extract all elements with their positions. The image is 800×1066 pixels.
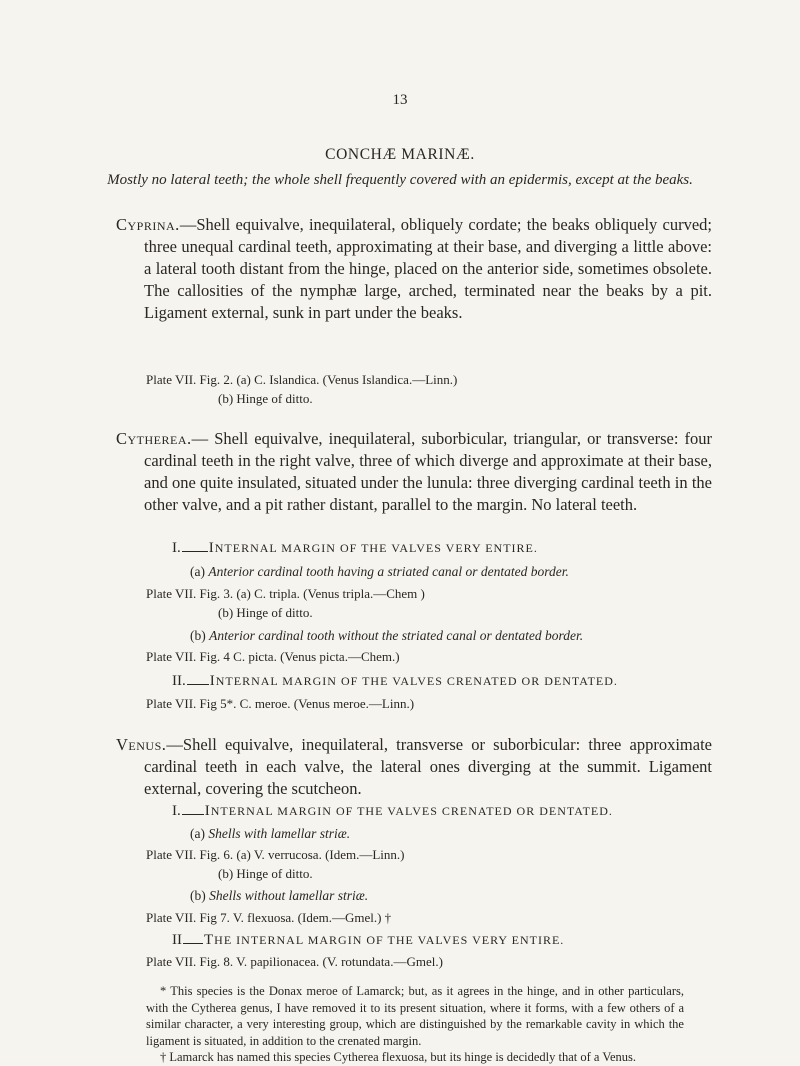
cytherea-section-2 bbox=[172, 673, 618, 690]
cytherea-plate-b bbox=[146, 647, 400, 666]
plate-subline: (b) Hinge of ditto. bbox=[218, 605, 313, 620]
section-title: NTERNAL MARGIN OF THE VALVES VERY ENTIRE. bbox=[214, 541, 538, 555]
cytherea-plate-a bbox=[146, 584, 425, 622]
venus-description bbox=[116, 734, 712, 800]
section-title: NTERNAL MARGIN OF THE VALVES CRENATED OR DENTATED. bbox=[215, 674, 618, 688]
venus-plate-a bbox=[146, 845, 405, 883]
plate-line: Plate VII. Fig. 8. V. papilionacea. (V. rotundata.—Gmel.) bbox=[146, 954, 443, 969]
genus-name-cytherea: Cytherea. bbox=[116, 429, 192, 448]
section-number: I. bbox=[172, 540, 181, 556]
section-initial: I bbox=[208, 540, 215, 556]
plate-line: Plate VII. Fig. 2. (a) C. Islandica. (Venus Islandica.—Linn.) bbox=[146, 372, 458, 387]
plate-line: Plate VII. Fig 7. V. flexuosa. (Idem.—Gmel.) † bbox=[146, 910, 392, 925]
venus-section-2 bbox=[172, 932, 564, 949]
sub-text: Shells without lamellar striæ. bbox=[209, 888, 369, 903]
sub-label: (b) bbox=[190, 628, 206, 643]
dash-rule bbox=[182, 814, 204, 815]
venus-plate-c bbox=[146, 952, 443, 971]
section-number: I. bbox=[172, 803, 181, 819]
section-number: II bbox=[172, 932, 182, 948]
venus-subsection-a bbox=[190, 826, 350, 842]
plate-line: Plate VII. Fig. 6. (a) V. verrucosa. (Idem.—Linn.) bbox=[146, 847, 405, 862]
section-initial: I bbox=[209, 673, 216, 689]
dash-rule bbox=[187, 684, 209, 685]
section-title: HE INTERNAL MARGIN OF THE VALVES VERY ENTIRE. bbox=[214, 933, 565, 947]
page-number: 13 bbox=[392, 92, 408, 108]
section-initial: T bbox=[204, 932, 215, 948]
cyprina-text: —Shell equivalve, inequilateral, obliquely cordate; the beaks obliquely curved; three unequal cardinal teeth, approximating at their base, and diverging a little above: a lateral tooth distant from the hinge, placed on the anterior side, sometimes obsolete. The callosities of the nymphæ large, arched, terminated near the beaks by a pit. Ligament external, sunk in part under the beaks. bbox=[144, 215, 712, 322]
genus-name-venus: Venus. bbox=[116, 735, 167, 754]
footnote-1: * This species is the Donax meroe of Lamarck; but, as it agrees in the hinge, and in other particulars, with the Cytherea genus, I have removed it to its present situation, where it forms, with a few others of a similar character, a very interesting group, which are distinguished by the remarkable cavity in which the ligament is situated, in addition to the crenated margin. bbox=[146, 984, 684, 1048]
footnote-2: † Lamarck has named this species Cytherea flexuosa, but its hinge is decidedly that of a Venus. bbox=[160, 1050, 637, 1064]
cytherea-subsection-b bbox=[190, 628, 583, 644]
sub-text: Anterior cardinal tooth having a striated canal or dentated border. bbox=[208, 564, 569, 579]
cytherea-plate-c bbox=[146, 694, 414, 713]
cytherea-description bbox=[116, 428, 712, 516]
sub-text: Shells with lamellar striæ. bbox=[208, 826, 351, 841]
cyprina-plate-reference bbox=[146, 370, 457, 408]
section-initial: I bbox=[204, 803, 211, 819]
dash-rule bbox=[183, 943, 203, 944]
plate-subline: (b) Hinge of ditto. bbox=[218, 391, 313, 406]
sub-text: Anterior cardinal tooth without the striated canal or dentated border. bbox=[209, 628, 584, 643]
venus-text: —Shell equivalve, inequilateral, transverse or suborbicular: three approximate cardinal teeth in each valve, the lateral ones diverging at the summit. Ligament external, covering the scutcheon. bbox=[144, 735, 712, 798]
genus-name-cyprina: Cyprina. bbox=[116, 215, 180, 234]
cytherea-text: — Shell equivalve, inequilateral, suborbicular, triangular, or transverse: four cardinal teeth in the right valve, three of which diverge and approximate at their base, and one quite insulated, situated under the lunula: three diverging cardinal teeth in the other valve, and a pit rather distant, parallel to the margin. No lateral teeth. bbox=[144, 429, 712, 514]
dash-rule bbox=[182, 551, 208, 552]
footnotes bbox=[146, 983, 684, 1066]
section-number: II. bbox=[172, 673, 186, 689]
plate-line: Plate VII. Fig. 4 C. picta. (Venus picta.—Chem.) bbox=[146, 649, 400, 664]
page-heading: CONCHÆ MARINÆ. bbox=[325, 146, 475, 163]
heading-subtitle: Mostly no lateral teeth; the whole shell frequently covered with an epidermis, except at the beaks. bbox=[107, 172, 693, 188]
sub-label: (a) bbox=[190, 826, 205, 841]
venus-section-1 bbox=[172, 803, 613, 820]
sub-label: (a) bbox=[190, 564, 205, 579]
plate-line: Plate VII. Fig 5*. C. meroe. (Venus meroe.—Linn.) bbox=[146, 696, 415, 711]
plate-line: Plate VII. Fig. 3. (a) C. tripla. (Venus tripla.—Chem ) bbox=[146, 586, 425, 601]
plate-subline: (b) Hinge of ditto. bbox=[218, 866, 313, 881]
cytherea-section-1 bbox=[172, 540, 538, 557]
venus-plate-b bbox=[146, 908, 391, 927]
cyprina-description bbox=[116, 214, 712, 324]
section-title: NTERNAL MARGIN OF THE VALVES CRENATED OR DENTATED. bbox=[210, 804, 613, 818]
venus-subsection-b bbox=[190, 888, 368, 904]
sub-label: (b) bbox=[190, 888, 206, 903]
cytherea-subsection-a bbox=[190, 564, 569, 580]
